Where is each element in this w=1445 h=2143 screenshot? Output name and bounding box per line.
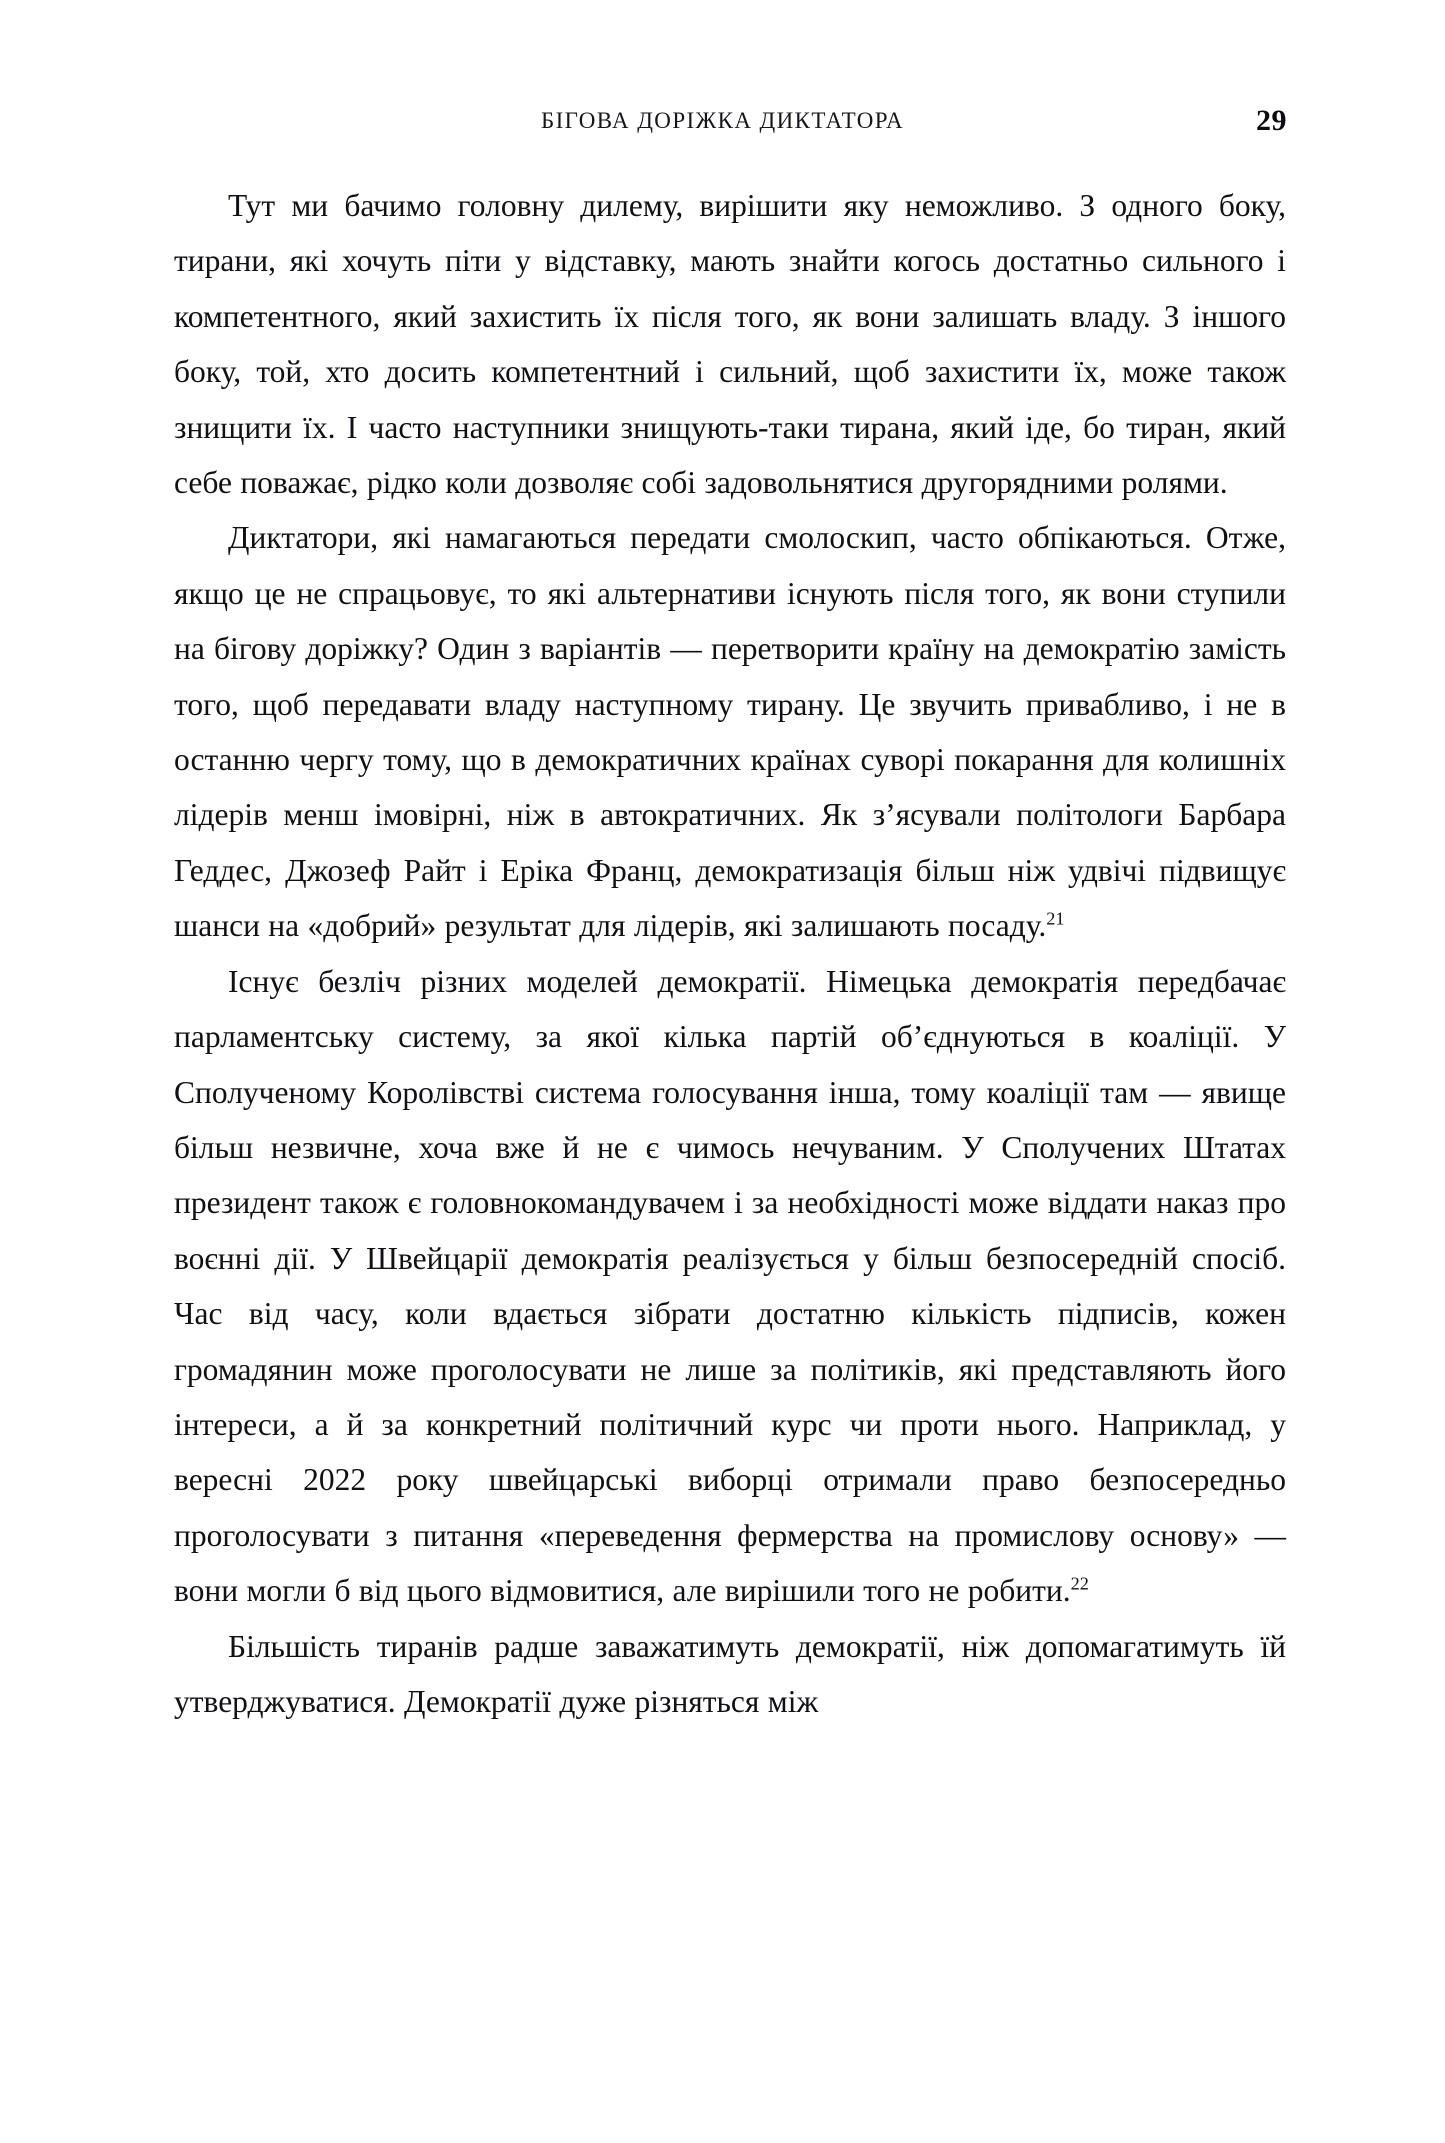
- paragraph-3: [174, 954, 1286, 1619]
- paragraph-4: [174, 1619, 1286, 1730]
- running-head-title: БІГОВА ДОРІЖКА ДИКТАТОРА: [540, 108, 905, 133]
- text-block: [174, 178, 1286, 1729]
- paragraph-2-text: Диктатори, які намагаються передати смолоскип, часто обпікаються. Отже, якщо це не спрацьовує, то які альтернативи існують після того, як вони ступили на бігову доріжку? Один з варіантів — перетворити країну на демократію замість того, щоб передавати владу наступному тирану. Це звучить привабливо, і не в останню чергу тому, що в демократичних країнах суворі покарання для колишніх лідерів менш імовірні, ніж в автократичних. Як з’ясували політологи Барбара Геддес, Джозеф Райт і Еріка Франц, демократизація більш ніж удвічі підвищує шанси на «добрий» результат для лідерів, які залишають посаду.: [174, 520, 1286, 944]
- paragraph-4-text: Більшість тиранів радше заважатимуть демократії, ніж допомагатимуть їй утверджуватися. Демократії дуже різняться між: [174, 1628, 1286, 1719]
- running-head: [150, 104, 1295, 148]
- paragraph-1-text: Тут ми бачимо головну дилему, вирішити яку неможливо. З одного боку, тирани, які хочуть піти у відставку, мають знайти когось достатньо сильного і компетентного, який захистить їх після того, як вони залишать владу. З іншого боку, той, хто досить компетентний і сильний, щоб захистити їх, може також знищити їх. І часто наступники знищують-таки тирана, який іде, бо тиран, який себе поважає, рідко коли дозволяє собі задовольнятися другорядними ролями.: [174, 188, 1286, 501]
- paragraph-1: [174, 178, 1286, 510]
- paragraph-3-text: Існує безліч різних моделей демократії. Німецька демократія передбачає парламентську систему, за якої кілька партій об’єднуються в коаліції. У Сполученому Королівстві система голосування інша, тому коаліції там — явище більш незвичне, хоча вже й не є чимось нечуваним. У Сполучених Штатах президент також є головнокомандувачем і за необхідності може віддати наказ про воєнні дії. У Швейцарії демократія реалізується у більш безпосередній спосіб. Час від часу, коли вдається зібрати достатню кількість підписів, кожен громадянин може проголосувати не лише за політиків, які представляють його інтереси, а й за конкретний політичний курс чи проти нього. Наприклад, у вересні 2022 року швейцарські виборці отримали право безпосередньо проголосувати з питання «переведення фермерства на промислову основу» — вони могли б від цього відмовитися, але вирішили того не робити.: [174, 963, 1286, 1609]
- page-number: 29: [1256, 104, 1287, 137]
- footnote-marker-22: 22: [1070, 1573, 1089, 1594]
- paragraph-2: [174, 510, 1286, 953]
- footnote-marker-21: 21: [1046, 908, 1065, 929]
